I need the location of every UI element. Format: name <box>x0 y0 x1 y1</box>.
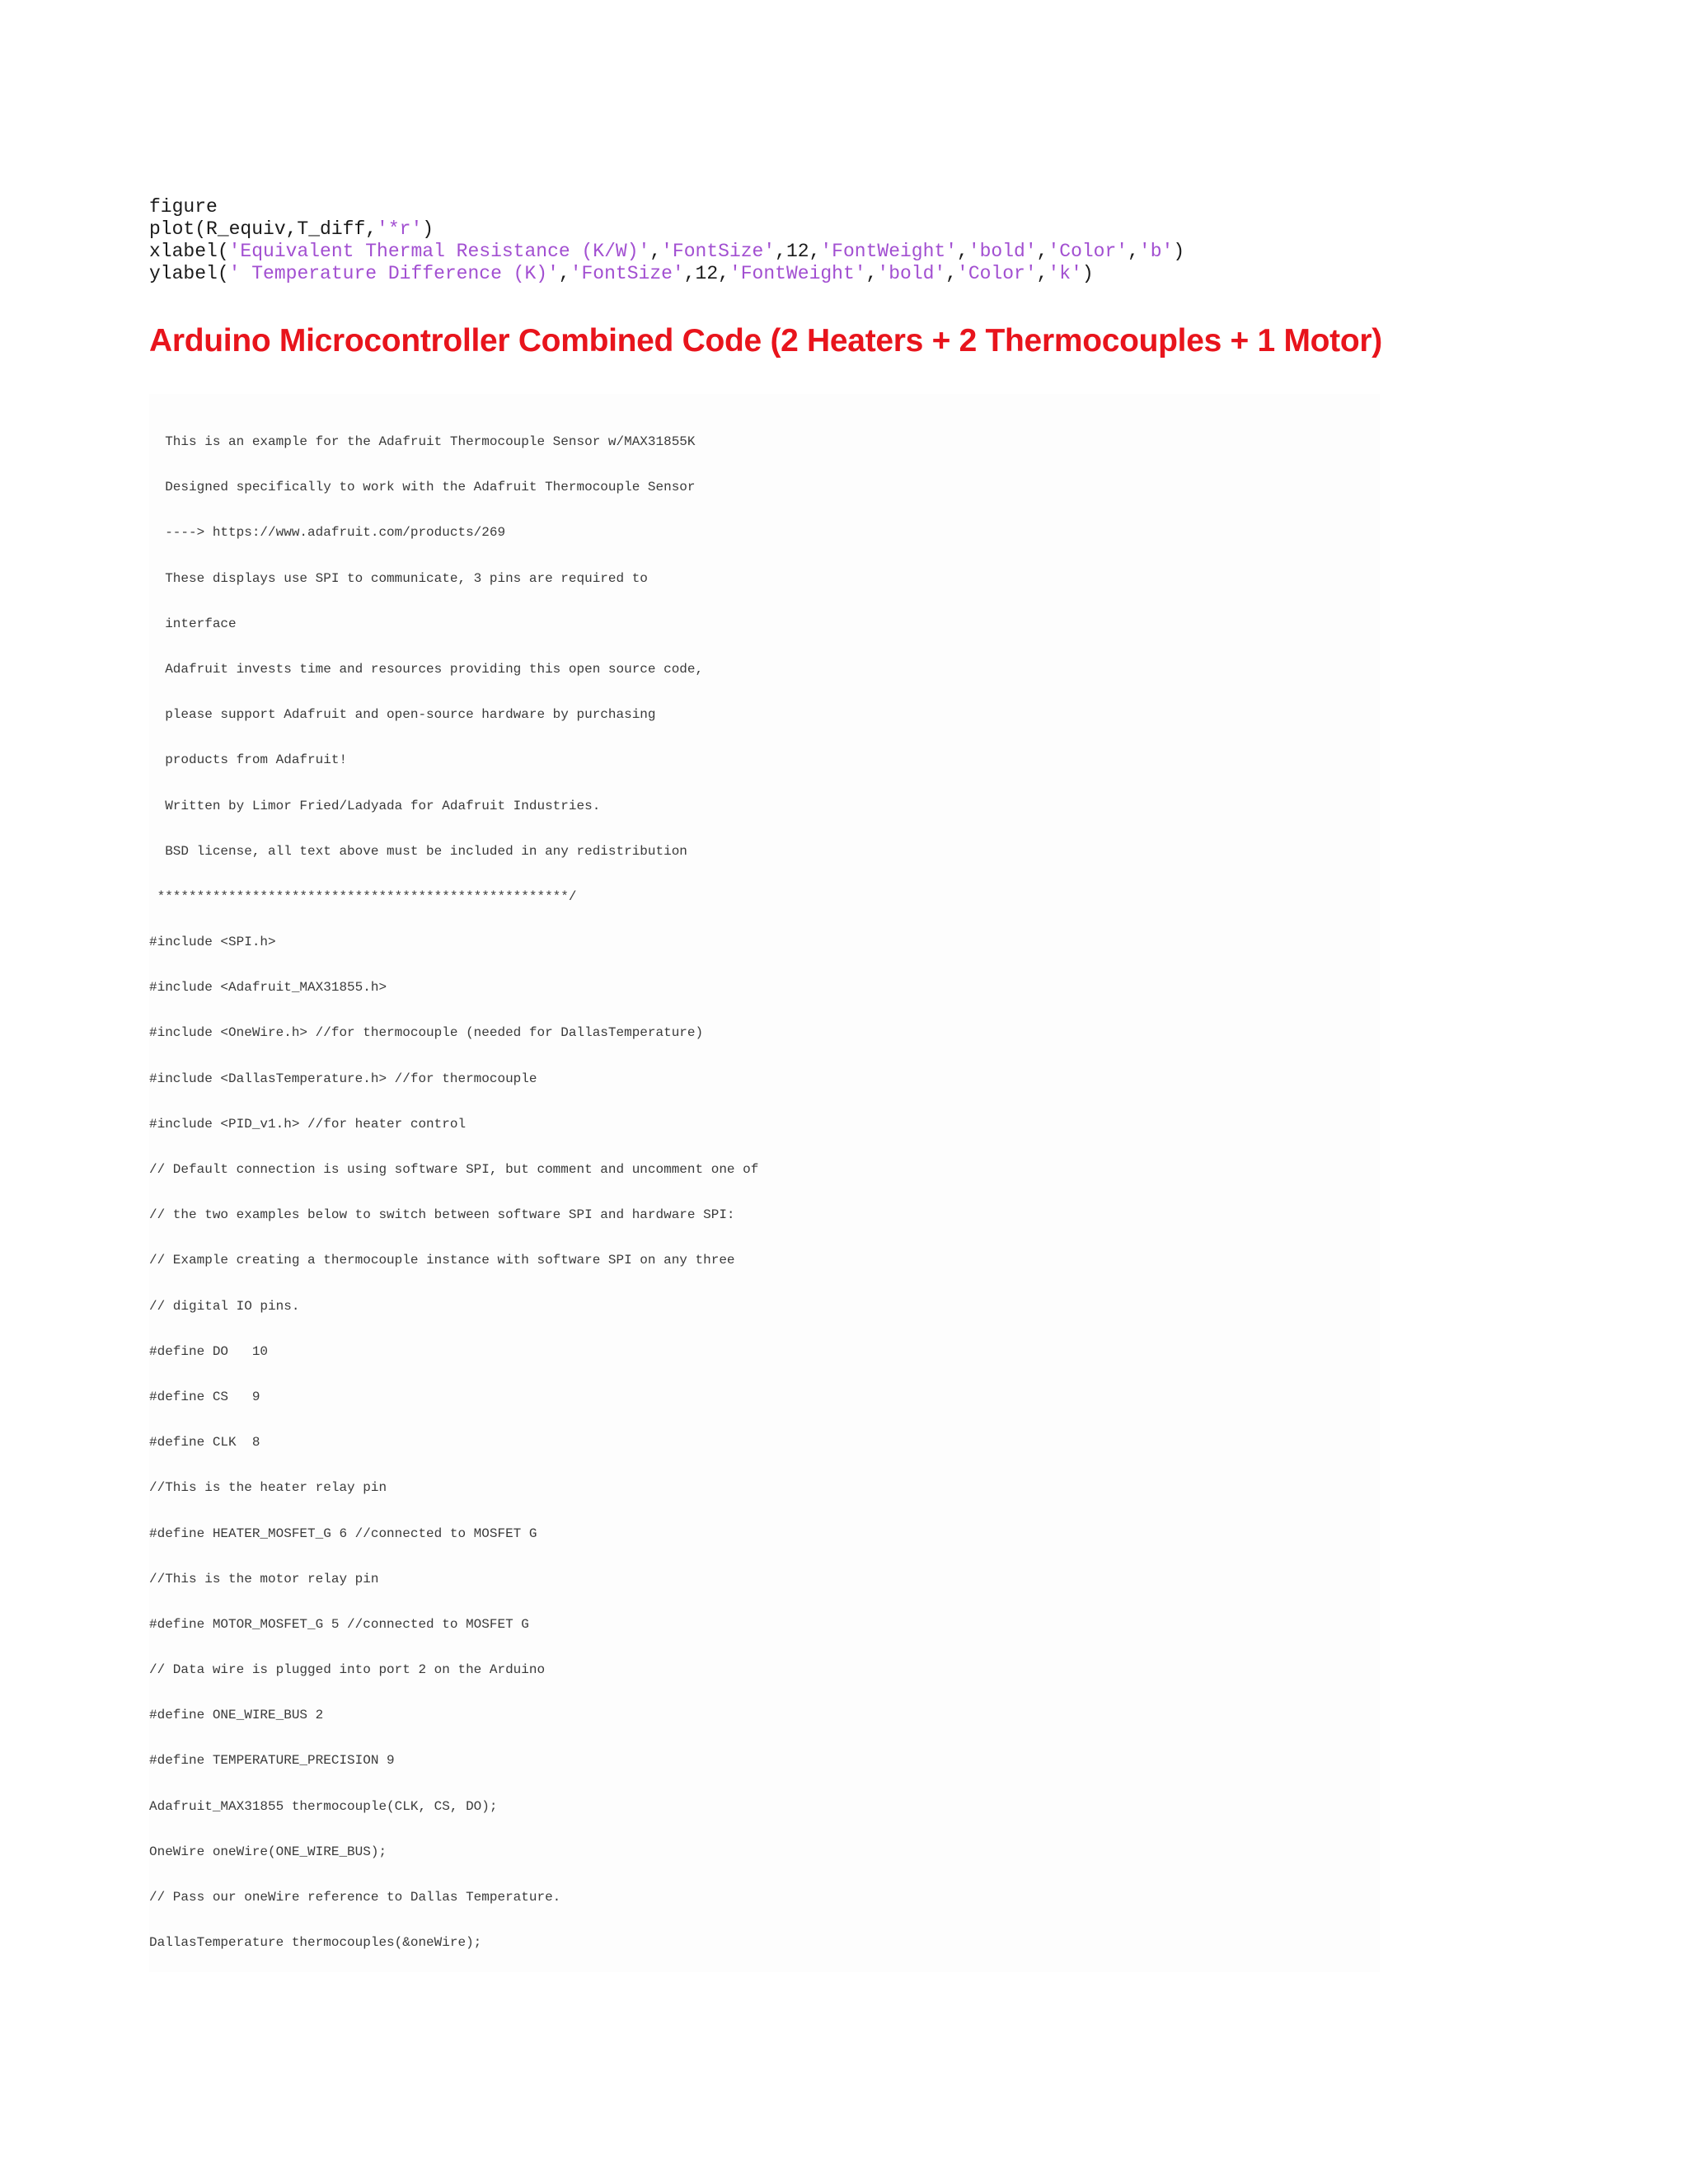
code-line: #define MOTOR_MOSFET_G 5 //connected to MOSFET G <box>149 1616 529 1632</box>
arduino-code-block <box>149 434 758 1980</box>
code-line: #define CLK 8 <box>149 1435 260 1451</box>
code-text: , <box>957 241 968 262</box>
section-title: Arduino Microcontroller Combined Code (2 Heaters + 2 Thermocouples + 1 Motor) <box>149 323 1382 359</box>
string-literal: 'FontSize' <box>661 241 776 262</box>
code-line: #define ONE_WIRE_BUS 2 <box>149 1708 324 1723</box>
code-text: ,12, <box>683 263 729 284</box>
code-text: ) <box>1081 263 1094 284</box>
code-line: // the two examples below to switch between software SPI and hardware SPI: <box>149 1207 735 1223</box>
code-line: interface <box>149 616 237 631</box>
string-literal: 'FontSize' <box>570 263 684 284</box>
code-line: #define HEATER_MOSFET_G 6 //connected to MOSFET G <box>149 1526 537 1541</box>
code-line: // Example creating a thermocouple instance with software SPI on any three <box>149 1253 735 1268</box>
code-line: #include <SPI.h> <box>149 935 276 950</box>
code-line: This is an example for the Adafruit Thermocouple Sensor w/MAX31855K <box>149 434 696 449</box>
code-text: , <box>558 263 570 284</box>
code-line: Adafruit invests time and resources providing this open source code, <box>149 661 704 677</box>
code-line: #include <DallasTemperature.h> //for thermocouple <box>149 1071 537 1086</box>
matlab-figure-text: figure <box>149 196 218 218</box>
string-literal: 'k' <box>1048 263 1082 284</box>
string-literal: 'Color' <box>1048 241 1128 262</box>
code-text: , <box>865 263 878 284</box>
string-literal: ' Temperature Difference (K)' <box>228 263 559 284</box>
string-literal: 'Color' <box>957 263 1037 284</box>
code-line: #define DO 10 <box>149 1343 269 1359</box>
matlab-code-block <box>149 196 1184 285</box>
code-line: // Data wire is plugged into port 2 on the Arduino <box>149 1662 546 1678</box>
code-line: products from Adafruit! <box>149 752 348 768</box>
code-line: #include <PID_v1.h> //for heater control <box>149 1116 467 1132</box>
code-text: ) <box>1173 241 1185 262</box>
code-line: #define TEMPERATURE_PRECISION 9 <box>149 1753 395 1769</box>
matlab-line-plot <box>149 218 1184 241</box>
code-text: ) <box>422 218 434 240</box>
code-line: #include <OneWire.h> //for thermocouple (needed for DallasTemperature) <box>149 1025 704 1041</box>
code-text: , <box>1128 241 1139 262</box>
string-literal: 'bold' <box>968 241 1037 262</box>
code-text: , <box>945 263 958 284</box>
code-text: ylabel( <box>149 263 229 284</box>
code-line: Designed specifically to work with the Adafruit Thermocouple Sensor <box>149 480 696 495</box>
code-line: BSD license, all text above must be included in any redistribution <box>149 843 687 859</box>
string-literal: 'FontWeight' <box>729 263 866 284</box>
matlab-line-figure <box>149 196 1184 218</box>
code-text: ,12, <box>775 241 821 262</box>
code-line: These displays use SPI to communicate, 3 pins are required to <box>149 570 648 586</box>
code-line: // Pass our oneWire reference to Dallas Temperature. <box>149 1890 561 1905</box>
code-line: Adafruit_MAX31855 thermocouple(CLK, CS, DO); <box>149 1798 498 1814</box>
code-line: //This is the heater relay pin <box>149 1480 387 1496</box>
code-line: Written by Limor Fried/Ladyada for Adafruit Industries. <box>149 798 601 813</box>
code-line: #define CS 9 <box>149 1389 260 1404</box>
code-line: please support Adafruit and open-source hardware by purchasing <box>149 707 656 723</box>
code-line: DallasTemperature thermocouples(&oneWire); <box>149 1935 482 1951</box>
code-line: // digital IO pins. <box>149 1298 300 1314</box>
code-line: ----> https://www.adafruit.com/products/269 <box>149 525 506 541</box>
matlab-line-xlabel <box>149 241 1184 263</box>
code-text: plot(R_equiv,T_diff, <box>149 218 377 240</box>
code-line: ****************************************************/ <box>149 888 577 904</box>
code-text: xlabel( <box>149 241 229 262</box>
code-text: , <box>1036 241 1048 262</box>
string-literal: 'b' <box>1138 241 1174 262</box>
string-literal: 'FontWeight' <box>820 241 958 262</box>
code-line: //This is the motor relay pin <box>149 1571 379 1586</box>
code-line: // Default connection is using software SPI, but comment and uncomment one of <box>149 1162 759 1177</box>
matlab-line-ylabel <box>149 263 1184 285</box>
string-literal: '*r' <box>377 218 423 240</box>
string-literal: 'Equivalent Thermal Resistance (K/W)' <box>228 241 650 262</box>
code-text: , <box>649 241 662 262</box>
code-line: OneWire oneWire(ONE_WIRE_BUS); <box>149 1844 387 1859</box>
string-literal: 'bold' <box>877 263 946 284</box>
code-text: , <box>1036 263 1048 284</box>
code-line: #include <Adafruit_MAX31855.h> <box>149 980 387 996</box>
